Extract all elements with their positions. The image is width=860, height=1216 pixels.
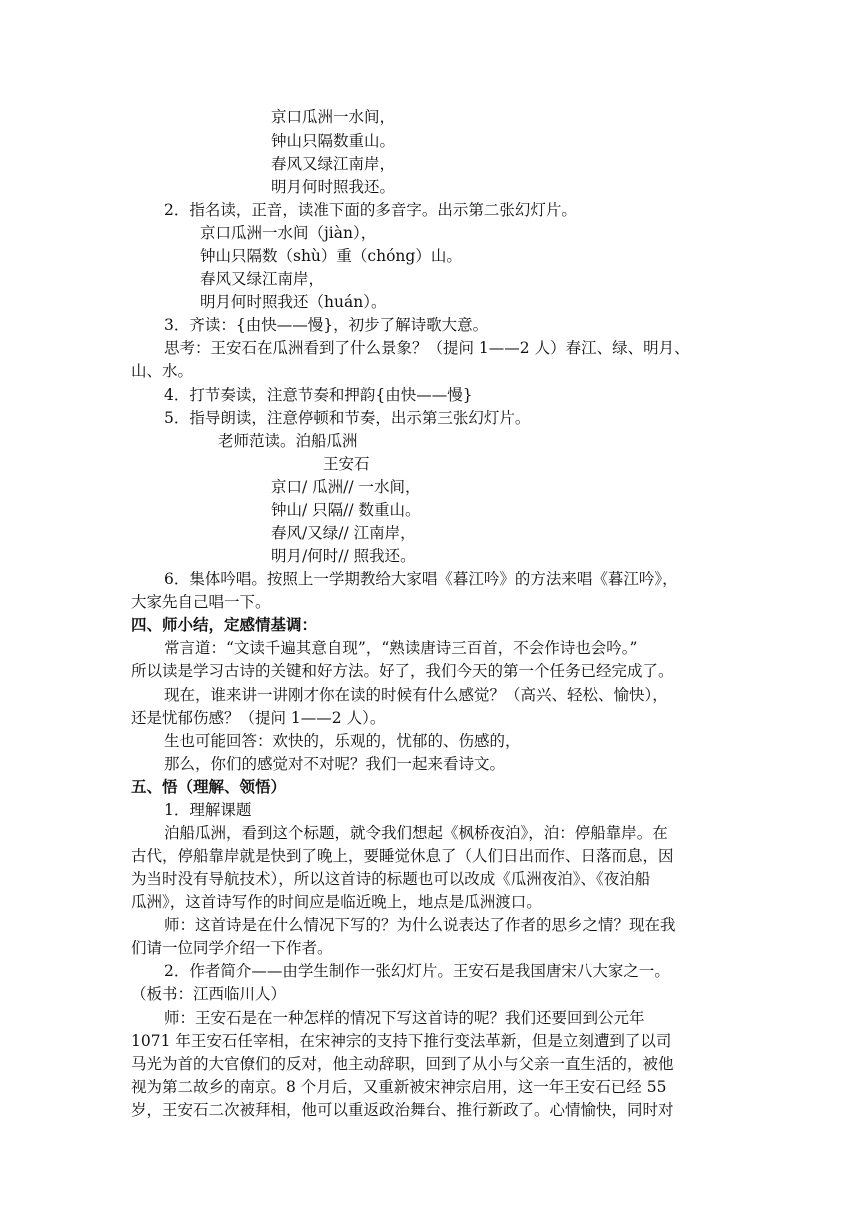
pinyin-line-3: 春风又绿江南岸， [200,270,325,288]
para-transition: 那么，你们的感觉对不对呢？我们一起来看诗文。 [164,755,506,773]
poem-line-2: 钟山只隔数重山。 [271,132,396,150]
para-quote-line-1: 常言道：“文读千遍其意自现”，“熟读唐诗三百首，不会作诗也会吟。” [164,639,638,657]
title-para-line-2: 古代，停船靠岸就是快到了晚上，要睡觉休息了（人们日出而作、日落而息，因 [131,847,674,865]
step-6-text: 6．集体吟唱。按照上一学期教给大家唱《暮江吟》的方法来唱《暮江吟》， [164,570,678,588]
think-question-cont: 山、水。 [131,362,194,380]
background-para-line-2: 1071 年王安石任宰相，在宋神宗的支持下推行变法革新，但是立刻遭到了以司 [131,1032,672,1050]
rhythm-line-2: 钟山/ 只隔// 数重山。 [271,501,421,519]
background-para-line-1: 师：王安石是在一种怎样的情况下写这首诗的呢？我们还要回到公元年 [164,1009,645,1027]
step-5-text: 5．指导朗读，注意停顿和节奏，出示第三张幻灯片。 [164,409,531,427]
para-feeling-line-2: 还是忧郁伤感？（提问 1——2 人）。 [131,709,386,727]
rhythm-line-3: 春风/又绿// 江南岸， [271,524,416,542]
rhythm-line-1: 京口/ 瓜洲// 一水间， [271,478,421,496]
background-para-line-5: 岁，王安石二次被拜相，他可以重返政治舞台、推行新政了。心情愉快，同时对 [131,1101,674,1119]
section-5-heading: 五、悟（理解、领悟） [131,777,287,796]
subsection-1-title: 1．理解课题 [164,801,252,819]
think-question: 思考：王安石在瓜洲看到了什么景象？（提问 1——2 人）春江、绿、明月、 [164,339,690,357]
poem-line-4: 明月何时照我还。 [271,178,396,196]
teacher-reading-title: 老师范读。泊船瓜洲 [218,432,358,450]
board-note: （板书：江西临川人） [131,985,287,1003]
teacher-question-line-1: 师：这首诗是在什么情况下写的？为什么说表达了作者的思乡之情？现在我 [164,916,676,934]
pinyin-line-4: 明月何时照我还（huán）。 [200,293,387,311]
poem-author: 王安石 [323,455,370,473]
para-feeling-line-1: 现在，谁来讲一讲刚才你在读的时候有什么感觉？（高兴、轻松、愉快）， [164,686,668,704]
title-para-line-1: 泊船瓜洲，看到这个标题，就令我们想起《枫桥夜泊》，泊：停船靠岸。在 [164,824,668,842]
teacher-question-line-2: 们请一位同学介绍一下作者。 [131,939,333,957]
poem-line-1: 京口瓜洲一水间， [271,108,396,126]
pinyin-line-1: 京口瓜洲一水间（jiàn）， [200,224,377,242]
section-4-heading: 四、师小结，定感情基调： [131,615,318,634]
background-para-line-4: 视为第二故乡的南京。8 个月后，又重新被宋神宗启用，这一年王安石已经 55 [131,1078,667,1096]
step-3-text: 3．齐读：{由快——慢}，初步了解诗歌大意。 [164,316,489,334]
poem-line-3: 春风又绿江南岸， [271,155,396,173]
step-2-text: 2．指名读，正音，读准下面的多音字。出示第二张幻灯片。 [164,201,577,219]
pinyin-line-2: 钟山只隔数（shù）重（chóng）山。 [200,247,462,265]
subsection-2-title: 2．作者简介——由学生制作一张幻灯片。王安石是我国唐宋八大家之一。 [164,962,670,980]
para-quote-line-2: 所以读是学习古诗的关键和好方法。好了，我们今天的第一个任务已经完成了。 [131,662,674,680]
title-para-line-4: 瓜洲》，这首诗写作的时间应是临近晚上，地点是瓜洲渡口。 [131,893,542,911]
step-6-text-cont: 大家先自己唱一下。 [131,593,271,611]
background-para-line-3: 马光为首的大官僚们的反对，他主动辞职，回到了从小与父亲一直生活的，被他 [131,1055,674,1073]
step-4-text: 4．打节奏读，注意节奏和押韵{由快——慢} [164,386,473,404]
title-para-line-3: 为当时没有导航技术），所以这首诗的标题也可以改成《瓜洲夜泊》、《夜泊船 [131,870,651,888]
rhythm-line-4: 明月/何时// 照我还。 [271,547,416,565]
para-answer: 生也可能回答：欢快的，乐观的，忧郁的、伤感的， [164,732,521,750]
